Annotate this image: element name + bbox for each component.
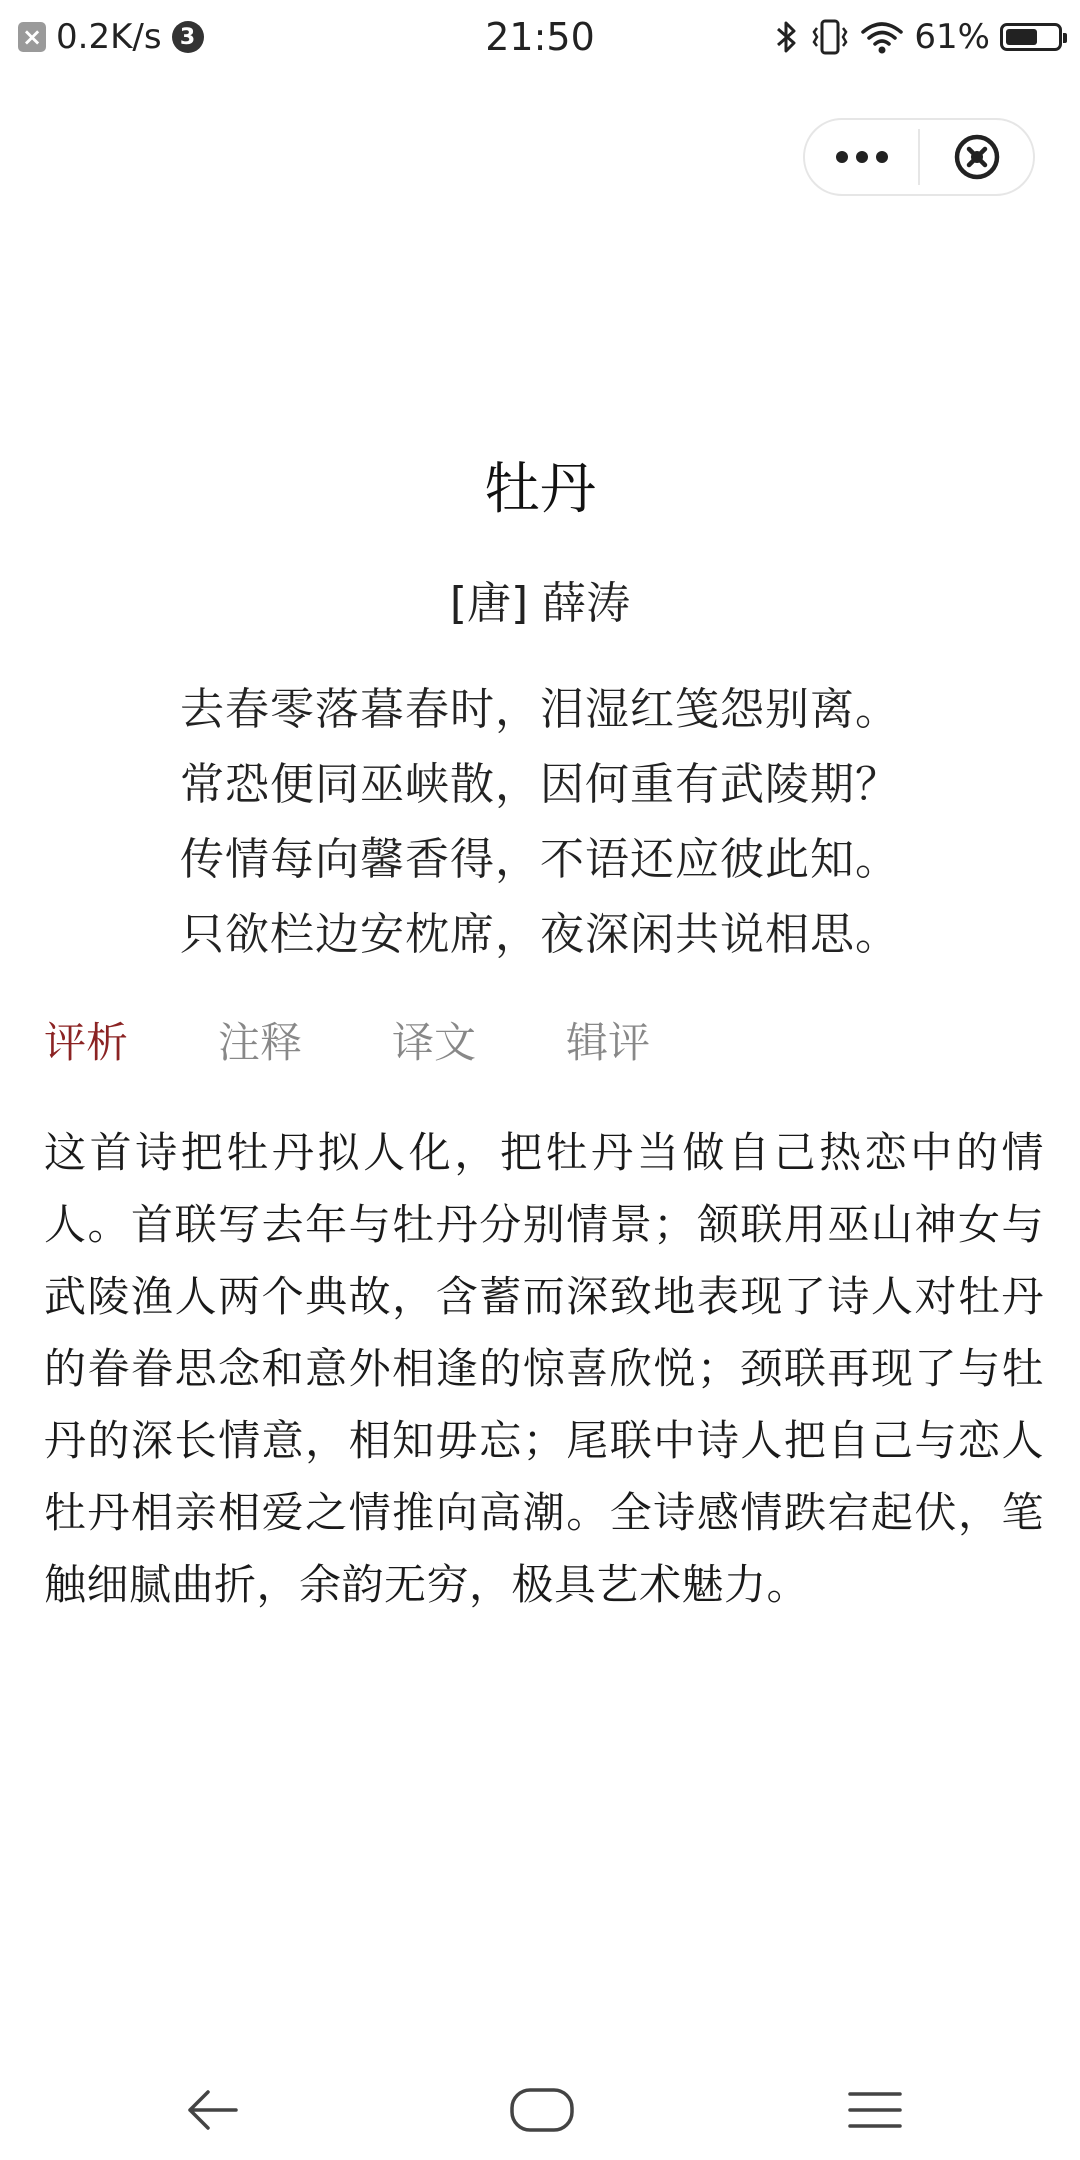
- bluetooth-icon: [774, 19, 800, 55]
- menu-button[interactable]: [825, 2070, 925, 2150]
- system-nav-bar: [0, 2060, 1080, 2160]
- tab-commentary[interactable]: 辑评: [566, 1018, 651, 1067]
- miniprogram-capsule: [803, 118, 1035, 196]
- status-bar-left: [18, 17, 204, 57]
- status-bar: [0, 0, 1080, 74]
- status-bar-right: [774, 17, 1062, 57]
- poem-line: 去春零落暮春时，泪湿红笺怨别离。: [180, 684, 900, 735]
- tab-translation[interactable]: 译文: [392, 1018, 477, 1067]
- clock: 21:50: [485, 15, 595, 59]
- battery-percent: 61%: [914, 17, 990, 57]
- poem-line: 传情每向馨香得，不语还应彼此知。: [180, 834, 900, 885]
- back-arrow-icon: [184, 2086, 240, 2134]
- close-button[interactable]: [920, 120, 1033, 194]
- home-icon: [509, 2087, 575, 2133]
- content-tabs: [44, 1010, 740, 1070]
- tab-notes[interactable]: 注释: [218, 1018, 303, 1067]
- more-button[interactable]: [805, 120, 918, 194]
- home-button[interactable]: [492, 2070, 592, 2150]
- close-notification-icon: ×: [18, 22, 46, 52]
- close-circle-icon: [952, 132, 1002, 182]
- poem-body: [0, 672, 1080, 972]
- poem-author: [唐] 薛涛: [449, 578, 631, 629]
- notification-count-badge: 3: [172, 21, 204, 53]
- analysis-text: 这首诗把牡丹拟人化，把牡丹当做自己热恋中的情人。首联写去年与牡丹分别情景；颔联用巫山神女与武陵渔人两个典故，含蓄而深致地表现了诗人对牡丹的眷眷思念和意外相逢的惊喜欣悦；颈联再现了与牡丹的深长情意，相知毋忘；尾联中诗人把自己与恋人牡丹相亲相爱之情推向高潮。全诗感情跌宕起伏，笔触细腻曲折，余韵无穷，极具艺术魅力。: [44, 1128, 1044, 1609]
- battery-icon: [1000, 23, 1062, 51]
- vibrate-icon: [810, 18, 850, 56]
- network-speed: 0.2K/s: [56, 17, 162, 57]
- menu-icon: [847, 2089, 903, 2131]
- back-button[interactable]: [162, 2070, 262, 2150]
- wifi-icon: [860, 19, 904, 55]
- poem-line: 只欲栏边安枕席，夜深闲共说相思。: [180, 909, 900, 960]
- battery-level: [1006, 29, 1037, 45]
- more-dots-icon: [834, 149, 890, 165]
- tab-analysis[interactable]: 评析: [44, 1018, 129, 1067]
- poem-title: 牡丹: [484, 457, 596, 522]
- poem-line: 常恐便同巫峡散，因何重有武陵期？: [180, 759, 900, 810]
